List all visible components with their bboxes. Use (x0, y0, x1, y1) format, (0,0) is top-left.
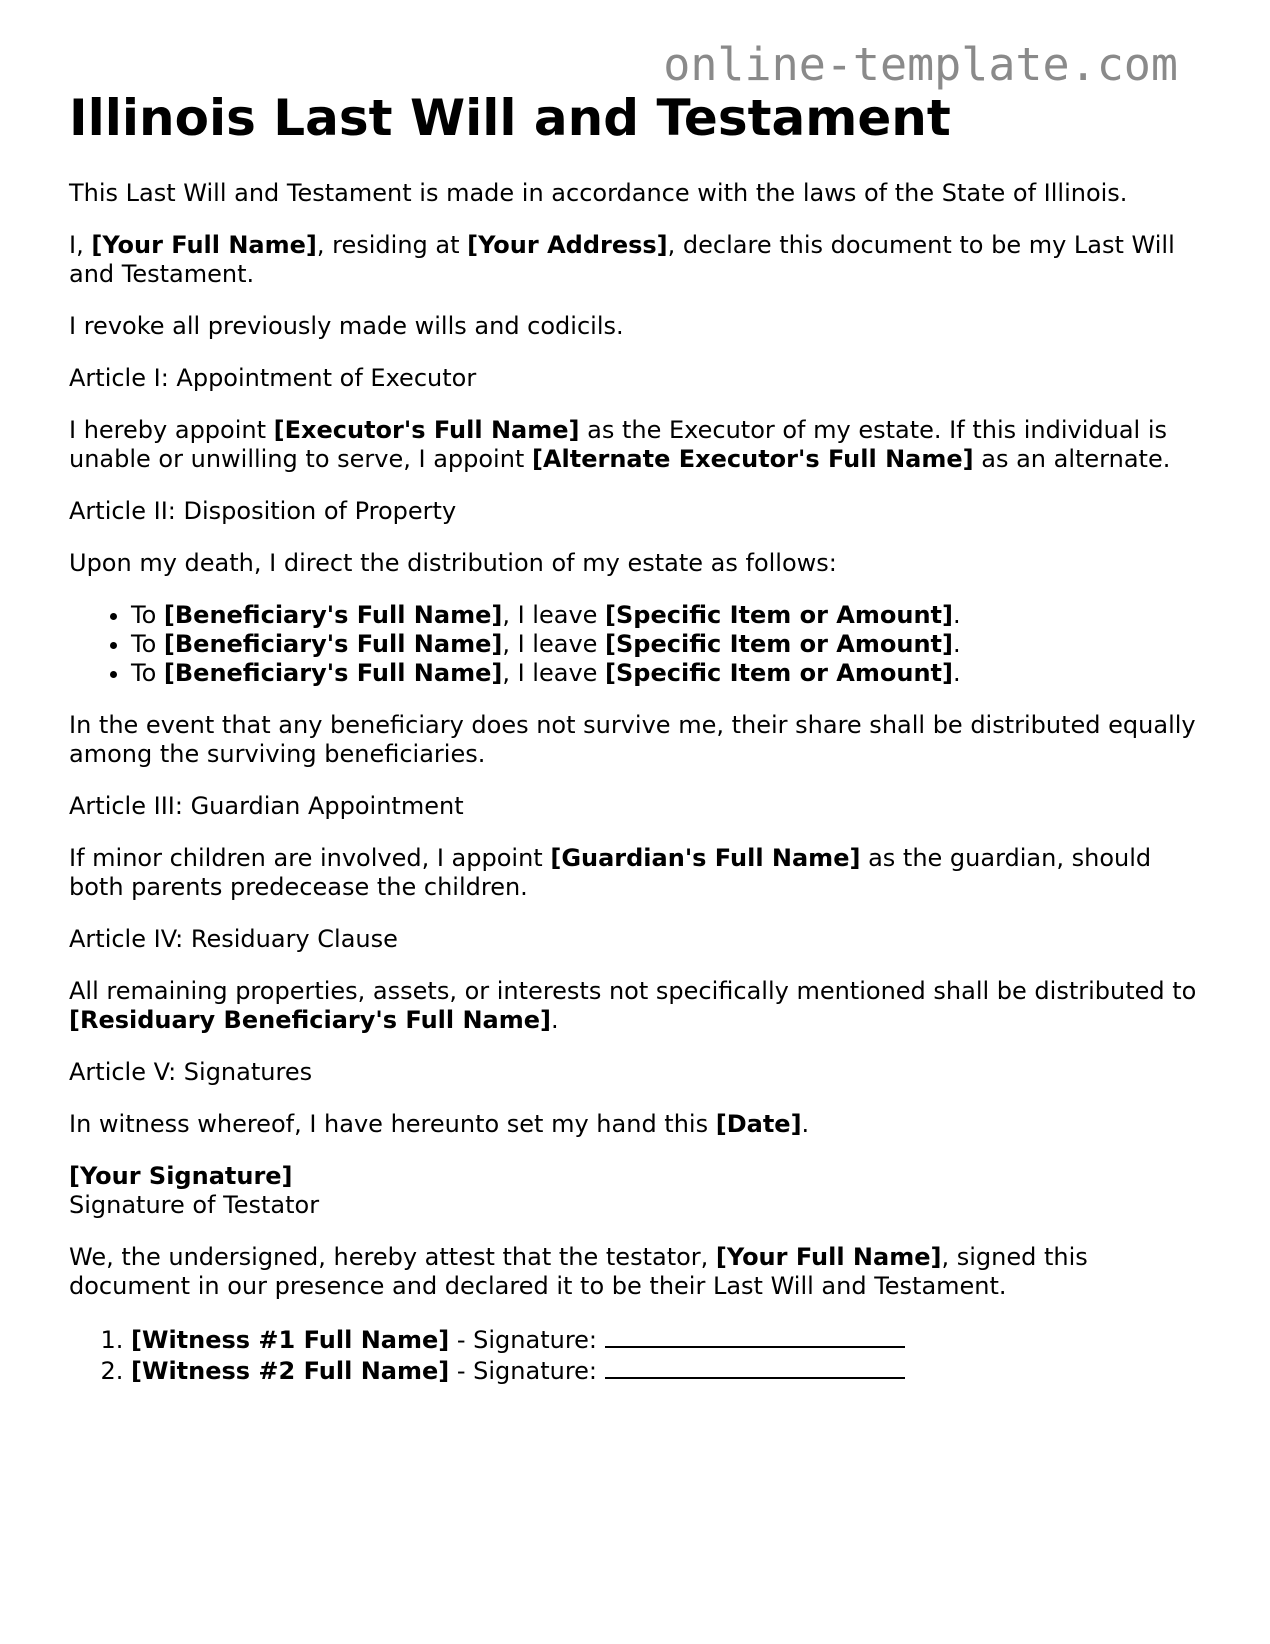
article-5-heading: Article V: Signatures (69, 1058, 313, 1086)
attestation-text: We, the undersigned, hereby attest that the testator, (69, 1243, 716, 1271)
article-1-heading: Article I: Appointment of Executor (69, 364, 477, 392)
bequest-text: , I leave (502, 601, 606, 629)
executor-text: as an alternate. (973, 445, 1171, 473)
bequest-item (131, 659, 1199, 688)
bequest-item-field: [Specific Item or Amount] (605, 601, 953, 629)
witness-item (131, 1355, 1199, 1386)
bequest-text: , I leave (502, 630, 606, 658)
declaration-paragraph (69, 231, 1199, 289)
signature-caption: Signature of Testator (69, 1191, 320, 1219)
executor-name-field: [Executor's Full Name] (273, 416, 580, 444)
witness-item (131, 1324, 1199, 1355)
witness-whereof-text: In witness whereof, I have hereunto set my hand this (69, 1110, 716, 1138)
witness-whereof-text: . (801, 1110, 810, 1138)
distribution-intro: Upon my death, I direct the distribution of my estate as follows: (69, 549, 837, 577)
bequest-text: To (131, 659, 164, 687)
intro-paragraph: This Last Will and Testament is made in accordance with the laws of the State of Illinois. (69, 179, 1128, 207)
watermark: online-template.com (663, 38, 1178, 91)
revocation-paragraph: I revoke all previously made wills and codicils. (69, 312, 624, 340)
witness-signature-label: - Signature: (449, 1326, 605, 1354)
bequest-item (131, 601, 1199, 630)
witness-name-field: [Witness #2 Full Name] (131, 1357, 450, 1385)
document-page (69, 88, 1199, 1409)
article-4-heading: Article IV: Residuary Clause (69, 925, 398, 953)
guardian-text: as the guardian, should both parents predecease the children. (69, 844, 1152, 901)
witness-list (69, 1324, 1199, 1386)
bequest-item-field: [Specific Item or Amount] (605, 630, 953, 658)
bequest-list (69, 601, 1199, 688)
article-3-heading: Article III: Guardian Appointment (69, 792, 464, 820)
guardian-paragraph (69, 844, 1199, 902)
date-field: [Date] (715, 1110, 802, 1138)
executor-text: as the Executor of my estate. If this individual is unable or unwilling to serve, I appoint (69, 416, 1168, 473)
executor-paragraph (69, 416, 1199, 474)
attestation-name-field: [Your Full Name] (715, 1243, 942, 1271)
beneficiary-name-field: [Beneficiary's Full Name] (163, 630, 503, 658)
residuary-text: . (551, 1006, 559, 1034)
attestation-text: , signed this document in our presence and declared it to be their Last Will and Testament. (69, 1243, 1088, 1300)
declaration-text: I, (69, 231, 92, 259)
residuary-paragraph (69, 977, 1199, 1035)
guardian-text: If minor children are involved, I appoint (69, 844, 551, 872)
bequest-text: . (953, 601, 961, 629)
document-title: Illinois Last Will and Testament (69, 89, 951, 147)
article-2-heading: Article II: Disposition of Property (69, 497, 457, 525)
witness-name-field: [Witness #1 Full Name] (131, 1326, 450, 1354)
witness-signature-label: - Signature: (449, 1357, 605, 1385)
witness-signature-line[interactable] (605, 1324, 905, 1348)
beneficiary-name-field: [Beneficiary's Full Name] (163, 601, 503, 629)
witness-whereof-paragraph (69, 1110, 1199, 1139)
testator-signature-field: [Your Signature] (69, 1162, 293, 1190)
guardian-name-field: [Guardian's Full Name] (550, 844, 861, 872)
attestation-paragraph (69, 1243, 1199, 1301)
declaration-text: , declare this document to be my Last Will and Testament. (69, 231, 1175, 288)
survival-clause: In the event that any beneficiary does not survive me, their share shall be distributed equally among the surviving beneficiaries. (69, 711, 1196, 768)
bequest-text: To (131, 630, 164, 658)
bequest-text: . (953, 659, 961, 687)
testator-address-field: [Your Address] (467, 231, 668, 259)
witness-signature-line[interactable] (605, 1355, 905, 1379)
testator-name-field: [Your Full Name] (91, 231, 317, 259)
bequest-item-field: [Specific Item or Amount] (605, 659, 953, 687)
residuary-text: All remaining properties, assets, or interests not specifically mentioned shall be distributed to (69, 977, 1197, 1005)
beneficiary-name-field: [Beneficiary's Full Name] (163, 659, 503, 687)
residuary-beneficiary-field: [Residuary Beneficiary's Full Name] (69, 1006, 552, 1034)
bequest-text: , I leave (502, 659, 606, 687)
alternate-executor-field: [Alternate Executor's Full Name] (531, 445, 974, 473)
bequest-text: To (131, 601, 164, 629)
bequest-item (131, 630, 1199, 659)
executor-text: I hereby appoint (69, 416, 274, 444)
declaration-text: , residing at (316, 231, 468, 259)
testator-signature-block (69, 1162, 1199, 1220)
bequest-text: . (953, 630, 961, 658)
